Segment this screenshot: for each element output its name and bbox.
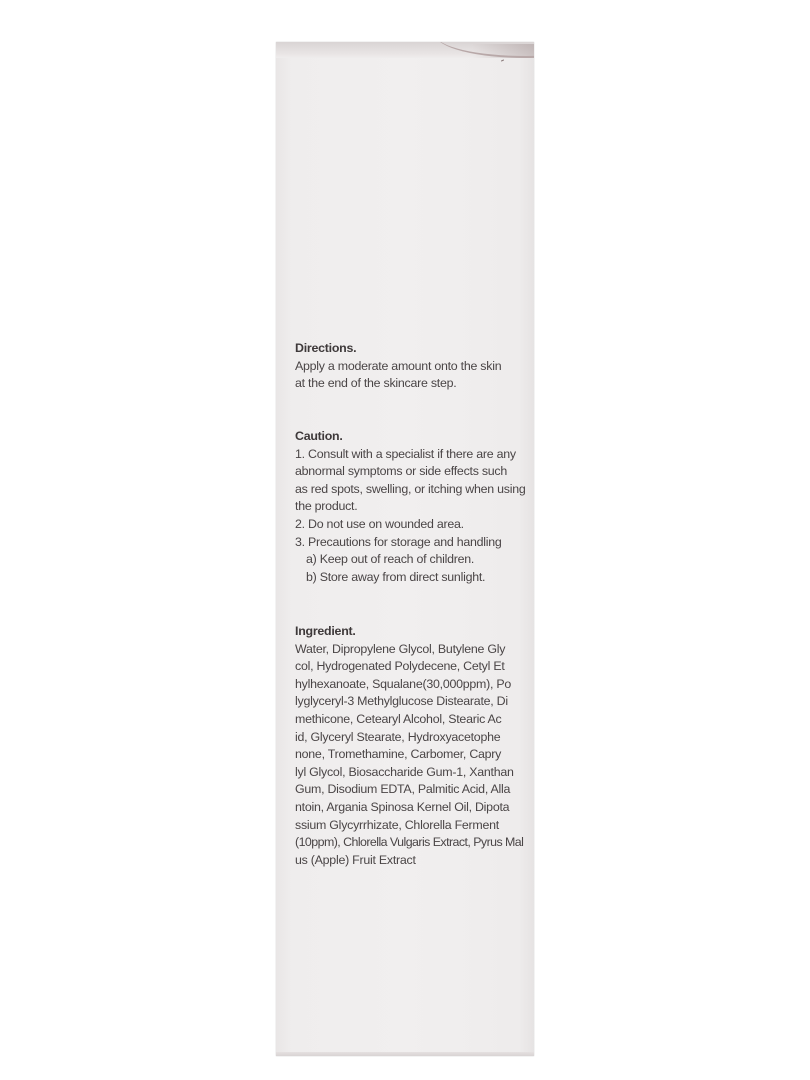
caution-line: the product. [295, 499, 358, 514]
ingredient-line: Water, Dipropylene Glycol, Butylene Gly [295, 641, 506, 656]
ingredient-section [295, 623, 525, 869]
box-bottom-edge [276, 1052, 534, 1056]
ingredient-line: id, Glyceryl Stearate, Hydroxyacetophe [295, 729, 501, 744]
caution-line: 1. Consult with a specialist if there are any [295, 446, 516, 461]
caution-line: as red spots, swelling, or itching when using [295, 481, 526, 496]
ingredient-line: Gum, Disodium EDTA, Palmitic Acid, Alla [295, 782, 511, 797]
ingredient-line: methicone, Cetearyl Alcohol, Stearic Ac [295, 711, 502, 726]
ingredient-heading: Ingredient. [295, 624, 356, 638]
directions-section [295, 340, 525, 393]
directions-line: Apply a moderate amount onto the skin [295, 358, 502, 373]
surface-speck [501, 59, 504, 61]
ingredient-line: (10ppm), Chlorella Vulgaris Extract, Pyrus Mal [295, 835, 524, 850]
caution-line: 2. Do not use on wounded area. [295, 516, 464, 531]
box-top-edge [276, 42, 534, 58]
caution-line: abnormal symptoms or side effects such [295, 464, 508, 479]
ingredient-line: hylhexanoate, Squalane(30,000ppm), Po [295, 676, 512, 691]
caution-section [295, 428, 525, 586]
caution-line: 3. Precautions for storage and handling [295, 534, 502, 549]
directions-line: at the end of the skincare step. [295, 376, 457, 391]
ingredient-line: none, Tromethamine, Carbomer, Capry [295, 747, 502, 762]
ingredient-line: ssium Glycyrrhizate, Chlorella Ferment [295, 817, 499, 832]
ingredient-line: us (Apple) Fruit Extract [295, 852, 416, 867]
ingredient-line: lyl Glycol, Biosaccharide Gum-1, Xanthan [295, 764, 514, 779]
ingredient-line: col, Hydrogenated Polydecene, Cetyl Et [295, 659, 505, 674]
directions-heading: Directions. [295, 341, 357, 355]
caution-line: b) Store away from direct sunlight. [306, 569, 486, 584]
ingredient-line: lyglyceryl-3 Methylglucose Distearate, Di [295, 694, 508, 709]
caution-heading: Caution. [295, 429, 343, 443]
caution-line: a) Keep out of reach of children. [306, 552, 475, 567]
ingredient-line: ntoin, Argania Spinosa Kernel Oil, Dipota [295, 799, 510, 814]
